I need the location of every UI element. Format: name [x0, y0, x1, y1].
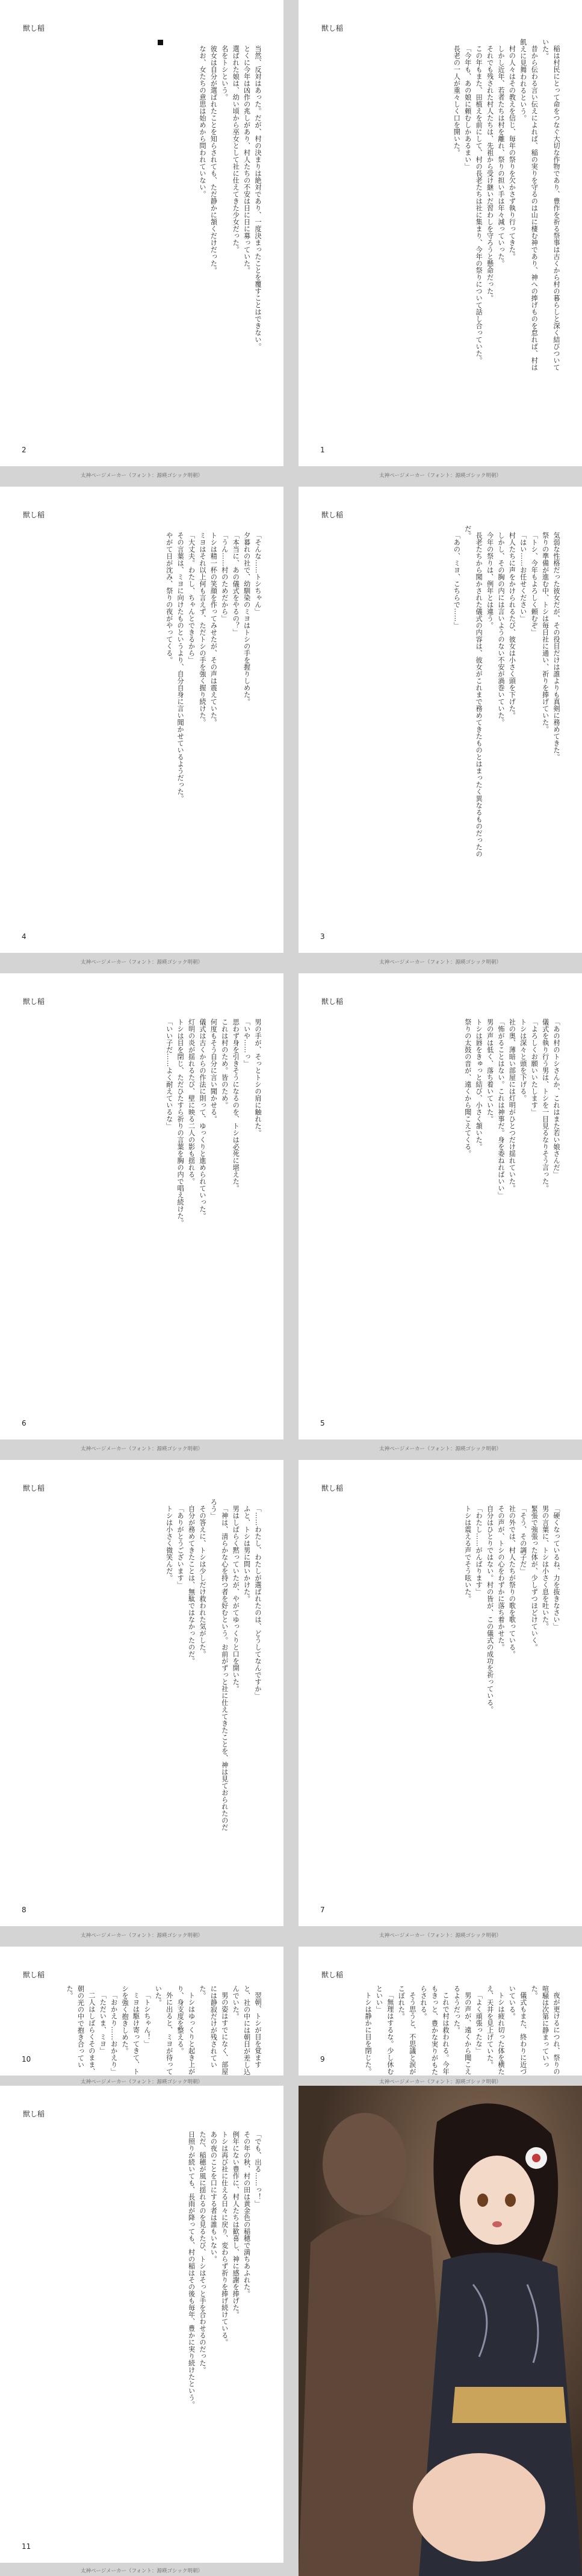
body-paragraph: 儀式もまた、終わりに近づいている。 [508, 1985, 527, 2075]
body-paragraph: トシは深々と頭を下げる。 [519, 1018, 527, 1102]
page-footer: 太神ページメーカー（フォント：源暎ゴシック明朝） [81, 1933, 203, 1939]
body-paragraph: 祭りの太鼓の音が、遠くから聞こえてくる。 [463, 1018, 472, 1158]
body-paragraph: 何度もそう自分に言い聞かせる。 [209, 1018, 218, 1123]
page-6 [0, 973, 283, 1439]
page-body-text [319, 1985, 562, 2075]
body-paragraph: 名をトシという。 [220, 45, 229, 101]
body-paragraph: トシはゆっくりと起き上がり、身支度を整える。 [176, 1985, 196, 2075]
body-paragraph: ミヨは駆け寄ってきて、トシを強く抱きしめた。 [121, 1985, 140, 2075]
page-series-title: 獣し稲 [23, 511, 45, 519]
body-paragraph: 今年の祭りは、例年とは違う。 [486, 532, 494, 629]
page-number: 11 [22, 2542, 31, 2551]
page-footer: 太神ページメーカー（フォント：源暎ゴシック明朝） [379, 959, 501, 965]
body-paragraph: 「硬くなっているね、力を抜きなさい」 [553, 1505, 560, 1630]
body-paragraph: 「あの村のトシさんか、これはまた若い娘さんだ」 [553, 1018, 560, 1178]
body-paragraph: そう思うと、不思議と涙がこぼれた。 [397, 1985, 416, 2075]
body-paragraph: 村の人々はその教えを信じ、毎年の祭りを欠かさず執り行ってきた。 [508, 45, 516, 260]
page-footer: 太神ページメーカー（フォント：源暎ゴシック明朝） [81, 1446, 203, 1452]
page-body-text [20, 1985, 263, 2075]
body-paragraph: 男はしばらく黙っていたが、やがてゆっくりと口を開いた。 [232, 1505, 240, 1692]
body-paragraph: その答えに、トシは少しだけ救われた気がした。 [198, 1505, 206, 1658]
body-paragraph: 「わたし……がんばります」 [475, 1505, 483, 1595]
body-paragraph: 二人はしばらくそのまま、朝の光の中で抱き合っていた。 [66, 1985, 96, 2075]
body-paragraph: 「今年も、あの娘に頼むしかあるまい」 [463, 45, 472, 170]
page-series-title: 獣し稲 [321, 1971, 344, 1979]
body-paragraph: 「よろしくお願いいたします」 [530, 1018, 539, 1116]
page-footer: 太神ページメーカー（フォント：源暎ゴシック明朝） [379, 473, 501, 479]
page-number: 6 [22, 1419, 26, 1427]
body-paragraph: 「よく頑張ったな」 [475, 1992, 483, 2054]
page-series-title: 獣し稲 [321, 997, 344, 1006]
body-paragraph: ふと、トシは男に問いかけた。 [243, 1505, 251, 1603]
body-paragraph: この年もまた、田植えを前にして、村の長老たちは社に集まり、今年の祭りについて話し合っていた。 [475, 45, 483, 364]
body-paragraph: あの夜のことを口にする者は誰もいない。 [209, 2131, 218, 2263]
body-paragraph: 「あの、ミヨ、こちらで……」 [453, 532, 461, 629]
page-footer: 太神ページメーカー（フォント：源暎ゴシック明朝） [81, 473, 203, 479]
page-number: 10 [22, 2055, 31, 2063]
body-paragraph: ミヨはそれ以上何も言えず、ただトシの手を強く握り続けた。 [198, 532, 206, 726]
page-8 [0, 1460, 283, 1926]
page-number: 1 [320, 446, 325, 454]
body-paragraph: やがて日が沈み、祭りの夜がやってくる。 [165, 532, 173, 664]
page-series-title: 獣し稲 [321, 1484, 344, 1492]
body-paragraph: 翌朝、トシが目を覚ますと、社の中には朝日が差し込んでいた。 [232, 1985, 262, 2075]
body-paragraph: 「でも、出る……っ！」 [254, 2131, 262, 2207]
body-paragraph: トシは目を閉じ、ただひたすら祈りの言葉を胸の内で唱え続けた。 [176, 1018, 185, 1227]
body-paragraph: とくに今年は凶作の兆しがあり、村人たちの不安は日に日に募っていた。 [243, 45, 251, 274]
body-paragraph: 村人たちに声をかけられるたび、彼女は小さく頭を下げた。 [508, 532, 516, 719]
body-paragraph: 昔から伝わる言い伝えによれば、稲の実りを守るのは山に棲む神であり、神への捧げものを怠れば、村は飢えに見舞われるという。 [519, 39, 539, 371]
page-body-text [20, 1499, 263, 1833]
body-paragraph: 夕暮れの社で、幼馴染のミヨはトシの手を握りしめた。 [243, 532, 251, 705]
body-paragraph: 灯明の炎が揺れるたび、壁に映る二人の影も揺れる。 [187, 1018, 196, 1185]
page-footer: 太神ページメーカー（フォント：源暎ゴシック明朝） [81, 2568, 203, 2574]
page-number: 7 [320, 1906, 325, 1914]
body-paragraph: 例年にない豊作に、村人たちは歓喜し、神に感謝を捧げた。 [232, 2131, 240, 2318]
page-series-title: 獣し稲 [321, 24, 344, 33]
body-paragraph: 「怖がることはない。これは神事だ。身を委ねればいい」 [497, 1018, 505, 1199]
page-number: 2 [22, 446, 26, 454]
body-paragraph: 「ただいま、ミヨ」 [99, 1992, 107, 2054]
body-paragraph: 自分が務めてきたことは、無駄ではなかったのだ。 [187, 1505, 196, 1665]
body-paragraph: 彼女は自分が選ばれたことを知らされても、ただ静かに頷くだけだった。 [209, 45, 218, 274]
body-paragraph: 「いや……っ」 [243, 1018, 251, 1067]
body-paragraph: 稲は村民にとって命をつなぐ大切な作物であり、豊作を祈る祭事は古くから村の暮らしと深く結びついていた。 [541, 39, 560, 371]
page-footer: 太神ページメーカー（フォント：源暎ゴシック明朝） [379, 2079, 501, 2085]
body-paragraph: トシは震える声でそう呟いた。 [463, 1505, 472, 1603]
character-face-shape [460, 2156, 534, 2245]
body-paragraph: 社の外では、村人たちが祭りの歌を歌っている。 [508, 1505, 516, 1658]
page-footer: 太神ページメーカー（フォント：源暎ゴシック明朝） [379, 1446, 501, 1452]
body-paragraph: トシは疲れ切った体を横たえ、天井を見上げていた。 [486, 1985, 505, 2075]
body-paragraph: しかし、その胸の内には言いようのない不安が渦巻いていた。 [497, 532, 505, 726]
page-body-text [319, 1499, 562, 1833]
page-body-text [319, 525, 562, 859]
page-body-text [319, 39, 562, 373]
body-paragraph: 「いい子だ……よく耐えているな」 [165, 1018, 173, 1130]
body-paragraph: しかし近年、若者たちは村を離れ、祭りの担い手は年々減っていった。 [497, 45, 505, 267]
flower-ornament-icon [525, 2147, 547, 2169]
body-paragraph: 「大丈夫。わたし、ちゃんとできるから」 [187, 532, 196, 664]
body-paragraph: 「トシ、今年もよろしく頼むぞ」 [530, 532, 539, 636]
body-paragraph: 夜が更けるにつれ、祭りの喧騒は次第に静まっていった。 [530, 1985, 560, 2075]
body-paragraph: 社の奥、薄暗い部屋には灯明がひとつだけ揺れていた。 [508, 1018, 516, 1192]
body-paragraph: トシは再び社に仕える日々に戻り、変わらず祈りを捧げ続けている。 [220, 2131, 229, 2346]
page-number: 5 [320, 1419, 325, 1427]
page-2 [0, 0, 283, 466]
body-paragraph: 「トシちゃん！」 [143, 1992, 151, 2048]
page-11 [0, 2086, 283, 2563]
body-paragraph: 「おかえり……おかえり」 [110, 1992, 118, 2075]
page-series-title: 獣し稲 [23, 24, 45, 33]
page-4 [0, 487, 283, 953]
page-body-text [20, 2124, 263, 2459]
body-paragraph: 「うん……村のためだから」 [220, 532, 229, 622]
body-paragraph: トシは精一杯の笑顔を作ってみせたが、その声は震えていた。 [209, 532, 218, 726]
body-paragraph: トシは唇をきゅっと結び、小さく頷いた。 [475, 1018, 483, 1150]
body-paragraph: 「本当に、あの儀式をやるの？」 [232, 532, 240, 636]
page-footer: 太神ページメーカー（フォント：源暎ゴシック明朝） [81, 959, 203, 965]
page-10 [0, 1947, 283, 2075]
page-series-title: 獣し稲 [23, 1971, 45, 1979]
page-7 [299, 1460, 582, 1926]
story-illustration [299, 2086, 582, 2576]
page-body-text [319, 1012, 562, 1346]
page-body-text [20, 39, 263, 373]
body-paragraph: その年の秋、村の田は黄金色の稲穂で満ちあふれた。 [243, 2131, 251, 2298]
page-5 [299, 973, 582, 1439]
body-paragraph: 当然、反対はあった。だが、村の決まりは絶対であり、一度決まったことを覆すことはできない。 [254, 45, 262, 351]
body-paragraph: その声が、トシの心をわずかに落ち着かせた。 [497, 1505, 505, 1651]
body-paragraph: 儀式を執り行う男は、トシを一目見るなりそう言った。 [541, 1018, 549, 1192]
body-paragraph: トシは小さく微笑んだ。 [165, 1505, 173, 1582]
page-3 [299, 487, 582, 953]
page-series-title: 獣し稲 [23, 997, 45, 1006]
body-paragraph: 男の手が、そっとトシの肩に触れた。 [254, 1018, 262, 1137]
body-paragraph: 「はい……お任せください」 [519, 532, 527, 622]
body-paragraph: 「神は、清らかな心を持つ者を好むという。お前がずっと社に仕えてきたことを、神は見ておられたのだろう」 [209, 1499, 229, 1831]
body-paragraph: 「そんな……トシちゃん」 [254, 532, 262, 616]
page-footer: 太神ページメーカー（フォント：源暎ゴシック明朝） [379, 1933, 501, 1939]
body-paragraph: これは村のため。皆のため。 [220, 1018, 229, 1109]
body-paragraph: 祭りの準備が進む中、トシは毎日社に通い、祈りを捧げていた。 [541, 532, 549, 733]
page-1 [299, 0, 582, 466]
body-paragraph: 「そう、その調子だ」 [519, 1505, 527, 1575]
page-number: 9 [320, 2055, 325, 2063]
page-body-text [20, 525, 263, 859]
body-paragraph: 長老たちから聞かされた儀式の内容は、彼女がこれまで務めてきたものとはまったく異なるものだったのだ。 [463, 525, 483, 858]
body-paragraph: 自分はひとりではない。村の皆が、この儀式の成功を祈っている。 [486, 1505, 494, 1714]
body-paragraph: 長老の一人が重々しく口を開いた。 [453, 45, 461, 157]
body-paragraph: 男の姿はすでになく、部屋には静寂だけが残されていた。 [198, 1985, 229, 2075]
body-paragraph: これで村は救われる。今年もきっと、豊かな実りがもたらされる。 [419, 1985, 450, 2075]
illustration-drawing [299, 2086, 582, 2576]
body-paragraph: トシは静かに目を閉じた。 [364, 1992, 373, 2075]
body-paragraph: それでも残された村人たちは、先祖から受け継いだ習わしを守ろうと懸命だった。 [486, 45, 494, 302]
body-paragraph: その言葉は、ミヨに向けたものというより、自分自身に言い聞かせているようだった。 [176, 532, 185, 802]
body-paragraph: 「無理はするな。少し休むといい」 [375, 1985, 394, 2075]
body-paragraph: 儀式は古くからの作法に則って、ゆっくりと進められていった。 [198, 1018, 206, 1220]
body-paragraph: 緊張で強張った体が、少しずつほどけていく。 [530, 1505, 539, 1651]
page-series-title: 獣し稲 [23, 2110, 45, 2118]
body-paragraph: 男の言葉に、トシは小さく息を吐いた。 [541, 1505, 549, 1630]
page-series-title: 獣し稲 [321, 511, 344, 519]
body-paragraph: 気弱な性格だった彼女だが、その役目だけは誰よりも真剣に務めてきた。 [553, 532, 560, 761]
body-paragraph: 選ばれた娘は、幼い頃から巫女として社に仕えてきた少女だった。 [232, 45, 240, 254]
body-paragraph: 男の声が、遠くから聞こえるようだった。 [453, 1985, 472, 2075]
body-paragraph: なお、女たちの意思は始めから問われていない。 [198, 45, 206, 198]
page-number: 4 [22, 932, 26, 941]
figure-lower-shape [413, 2453, 545, 2562]
page-footer: 太神ページメーカー（フォント：源暎ゴシック明朝） [81, 2079, 203, 2085]
body-paragraph: 外に出ると、ミヨが待っていた。 [154, 1985, 173, 2075]
page-number: 8 [22, 1906, 26, 1914]
body-paragraph: 日照りが続いても、長雨が降っても、村の稲はその後も毎年、豊かに実り続けたという。 [187, 2131, 196, 2409]
body-paragraph: 男の声は低く、落ち着いていた。 [486, 1018, 494, 1123]
page-9 [299, 1947, 582, 2075]
page-body-text [20, 1012, 263, 1346]
obi-sash-shape [452, 2387, 566, 2423]
figure-head-shape [323, 2113, 407, 2215]
page-series-title: 獣し稲 [23, 1484, 45, 1492]
body-paragraph: 思わず身を引きそうになるのを、トシは必死に堪えた。 [232, 1018, 240, 1192]
body-paragraph: 「ありがとうございます」 [176, 1505, 185, 1589]
page-number: 3 [320, 932, 325, 941]
body-paragraph: ただ、稲穂が風に揺れるのを見るたび、トシはそっと手を合わせるのだった。 [198, 2131, 206, 2374]
body-paragraph: 「……わたし、わたしが選ばれたのは、どうしてなんですか」 [254, 1505, 262, 1700]
